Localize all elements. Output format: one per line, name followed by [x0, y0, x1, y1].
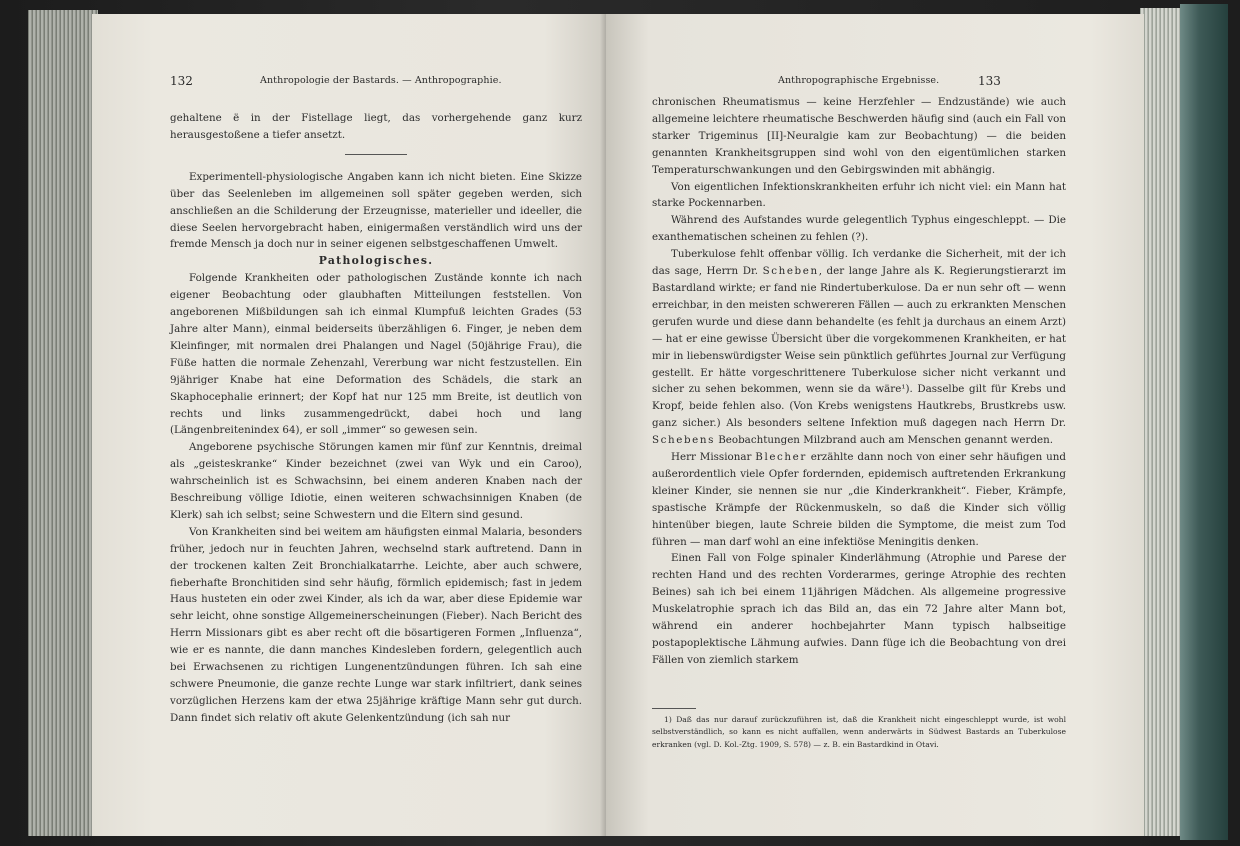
person-name: Blecher	[755, 451, 807, 464]
footnote-text: 1) Daß das nur darauf zurückzuführen ist, daß die Krankheit nicht eingeschleppt wurde, ist wohl selbstverständlich, so kann es nicht auffallen, wenn anderwärts in Südwest Bastards an Tuberkulose erkranken (vgl. D. Kol.-Ztg. 1909, S. 578) — z. B. ein Bastardkind in Otavi.	[652, 715, 1066, 749]
paragraph: Angeborene psychische Störungen kamen mir fünf zur Kenntnis, dreimal als „geisteskranke“ Kinder bezeichnet (zwei van Wyk und ein Caroo), wahrscheinlich ist es Schwachsinn, bei einem anderen Knaben nach der Beschreibung völlige Idiotie, einen weiteren schwachsinnigen Knaben (de Klerk) sah ich selbst; seine Schwestern und die Eltern sind gesund.	[170, 441, 582, 521]
footnote	[652, 714, 1066, 751]
paragraph	[652, 246, 1066, 449]
text-run: Tuberkulose fehlt offenbar völlig. Ich verdanke die Sicherheit, mit der ich das sage, Herrn Dr.	[652, 248, 1066, 278]
footnote-divider	[652, 708, 696, 709]
paragraph: Von Krankheiten sind bei weitem am häufigsten einmal Malaria, besonders früher, jedoch nur in feuchten Jahren, wechselnd stark auftretend. Dann in der trockenen kalten Zeit Bronchialkatarrhe. Leichte, aber auch schwere, fieberhafte Bronchitiden sind sehr häufig, förmlich epidemisch; fast in jedem Haus husteten ein oder zwei Kinder, als ich da war, aber diese Epidemie war sehr leicht, ohne sonstige Allgemeinerscheinungen (Fieber). Nach Bericht des Herrn Missionars gibt es aber recht oft die bösartigeren Formen „Influenza“, wie er es nannte, die dann manches Kindesleben fordern, gelegentlich auch bei Erwachsenen zu richtigen Lungenentzündungen führen. Ich sah eine schwere Pneumonie, die ganze rechte Lunge war stark infiltriert, dank seines vorzüglichen Herzens kam der etwa 25jährige kräftige Mann sehr gut durch. Dann findet sich relativ oft akute Gelenkentzündung (ich sah nur	[170, 525, 582, 724]
right-body	[652, 94, 1066, 669]
page-edges-right	[1140, 8, 1182, 836]
paragraph: Folgende Krankheiten oder pathologischen Zustände konnte ich nach eigener Beobachtung oder glaubhaften Mitteilungen feststellen. Von angeborenen Mißbildungen sah ich einmal Klumpfuß leichten Grades (53 Jahre alter Mann), einmal beiderseits überzähligen 6. Finger, je neben dem Kleinfinger, mit normalen drei Phalangen und Nagel (50jährige Frau), die Füße hatten die normale Zehenzahl, Vererbung war nicht festzustellen. Ein 9jähriger Knabe hat eine Deformation des Schädels, die stark an Skaphocephalie erinnert; der Kopf hat nur 125 mm Breite, ist deutlich von rechts und links zusammengedrückt, dabei hoch und lang (Längenbreitenindex 64), er soll „immer“ so gewesen sein.	[170, 272, 582, 437]
text-run: erzählte dann noch von einer sehr häufigen und außerordentlich viele Opfer fordernden, epidemisch auftretenden Erkrankung kleiner Kinder, sie nennen sie nur „die Kinderkrankheit“. Fieber, Krämpfe, spastische Krämpfe der Rückenmuskeln, so daß die Kinder sich völlig hintenüber biegen, laute Schreie bilden die Symptome, die meist zum Tod führen — man darf wohl an eine infektiöse Meningitis denken.	[652, 451, 1066, 548]
paragraph: Während des Aufstandes wurde gelegentlich Typhus eingeschleppt. — Die exanthematischen scheinen zu fehlen (?).	[652, 214, 1066, 244]
paragraph: Experimentell-physiologische Angaben kann ich nicht bieten. Eine Skizze über das Seelenleben im allgemeinen soll später gegeben werden, sich anschließen an die Schilderung der Erzeugnisse, materieller und ideeller, die diese Seelen hervorgebracht haben, einigermaßen verständlich wird uns der fremde Mensch ja doch nur in seiner eigenen selbstgeschaffenen Umwelt.	[170, 170, 582, 251]
running-head: Anthropographische Ergebnisse.	[778, 75, 940, 86]
page-number: 132	[170, 74, 193, 88]
section-divider	[345, 154, 407, 155]
person-name: Scheben	[762, 265, 819, 278]
book-cover-right	[1180, 4, 1228, 840]
page-number: 133	[978, 74, 1001, 88]
paragraph: gehaltene ë in der Fistellage liegt, das vorhergehende ganz kurz herausgestoßene a tiefer ansetzt.	[170, 112, 582, 141]
right-page	[606, 14, 1144, 836]
person-name: Schebens	[652, 434, 715, 447]
running-head: Anthropologie der Bastards. — Anthropographie.	[260, 75, 502, 86]
text-run: Beobachtungen Milzbrand auch am Menschen genannt werden.	[718, 434, 1054, 447]
paragraph	[652, 449, 1066, 550]
paragraph: Einen Fall von Folge spinaler Kinderlähmung (Atrophie und Parese der rechten Hand und des rechten Vorderarmes, geringe Atrophie des rechten Beines) sah ich bei einem 11jährigen Mädchen. Als allgemeine progressive Muskelatrophie sprach ich das Bild an, das ein 72 Jahre alter Mann bot, während ein anderer hochbejahrter Mann typisch halbseitige postapoplektische Lähmung aufwies. Dann füge ich die Beobachtung von drei Fällen von ziemlich starkem	[652, 552, 1066, 666]
left-body	[170, 110, 582, 727]
section-heading: Pathologisches.	[318, 254, 434, 268]
text-run: , der lange Jahre als K. Regierungstierarzt im Bastardland wirkte; er fand nie Rindertuberkulose. Da er nun sehr oft — wenn erreichbar, in den meisten schwereren Fällen — auch zu erkrankten Menschen gerufen wurde und diese dann behandelte (es fehlt ja durchaus an einem Arzt) — hat er eine gewisse Übersicht über die vorgekommenen Krankheiten, er hat mir in liebenswürdigster Weise sein pünktlich geführtes Journal zur Verfügung gestellt. Er hätte vorgeschrittenere Tuberkulose sicher nicht verkannt und sicher zu sehen bekommen, wenn sie da wäre¹). Dasselbe gilt für Krebs und Kropf, beide fehlen also. (Von Krebs wenigstens Hautkrebs, Brustkrebs usw. ganz sicher.) Als besonders seltene Infektion muß dagegen nach Herrn Dr.	[652, 265, 1066, 430]
paragraph: Von eigentlichen Infektionskrankheiten erfuhr ich nicht viel: ein Mann hat starke Pockennarben.	[652, 180, 1066, 210]
text-run: Herr Missionar	[671, 451, 752, 464]
page-edges-left	[28, 10, 98, 836]
left-page	[92, 14, 606, 836]
paragraph: chronischen Rheumatismus — keine Herzfehler — Endzustände) wie auch allgemeine leichtere rheumatische Beschwerden häufig sind (auch ein Fall von starker Trigeminus [II]-Neuralgie kam zur Beobachtung) — die beiden genannten Krankheitsgruppen sind wohl von den eigentümlichen starken Temperaturschwankungen und den Gebirgswinden mit abhängig.	[652, 96, 1066, 176]
